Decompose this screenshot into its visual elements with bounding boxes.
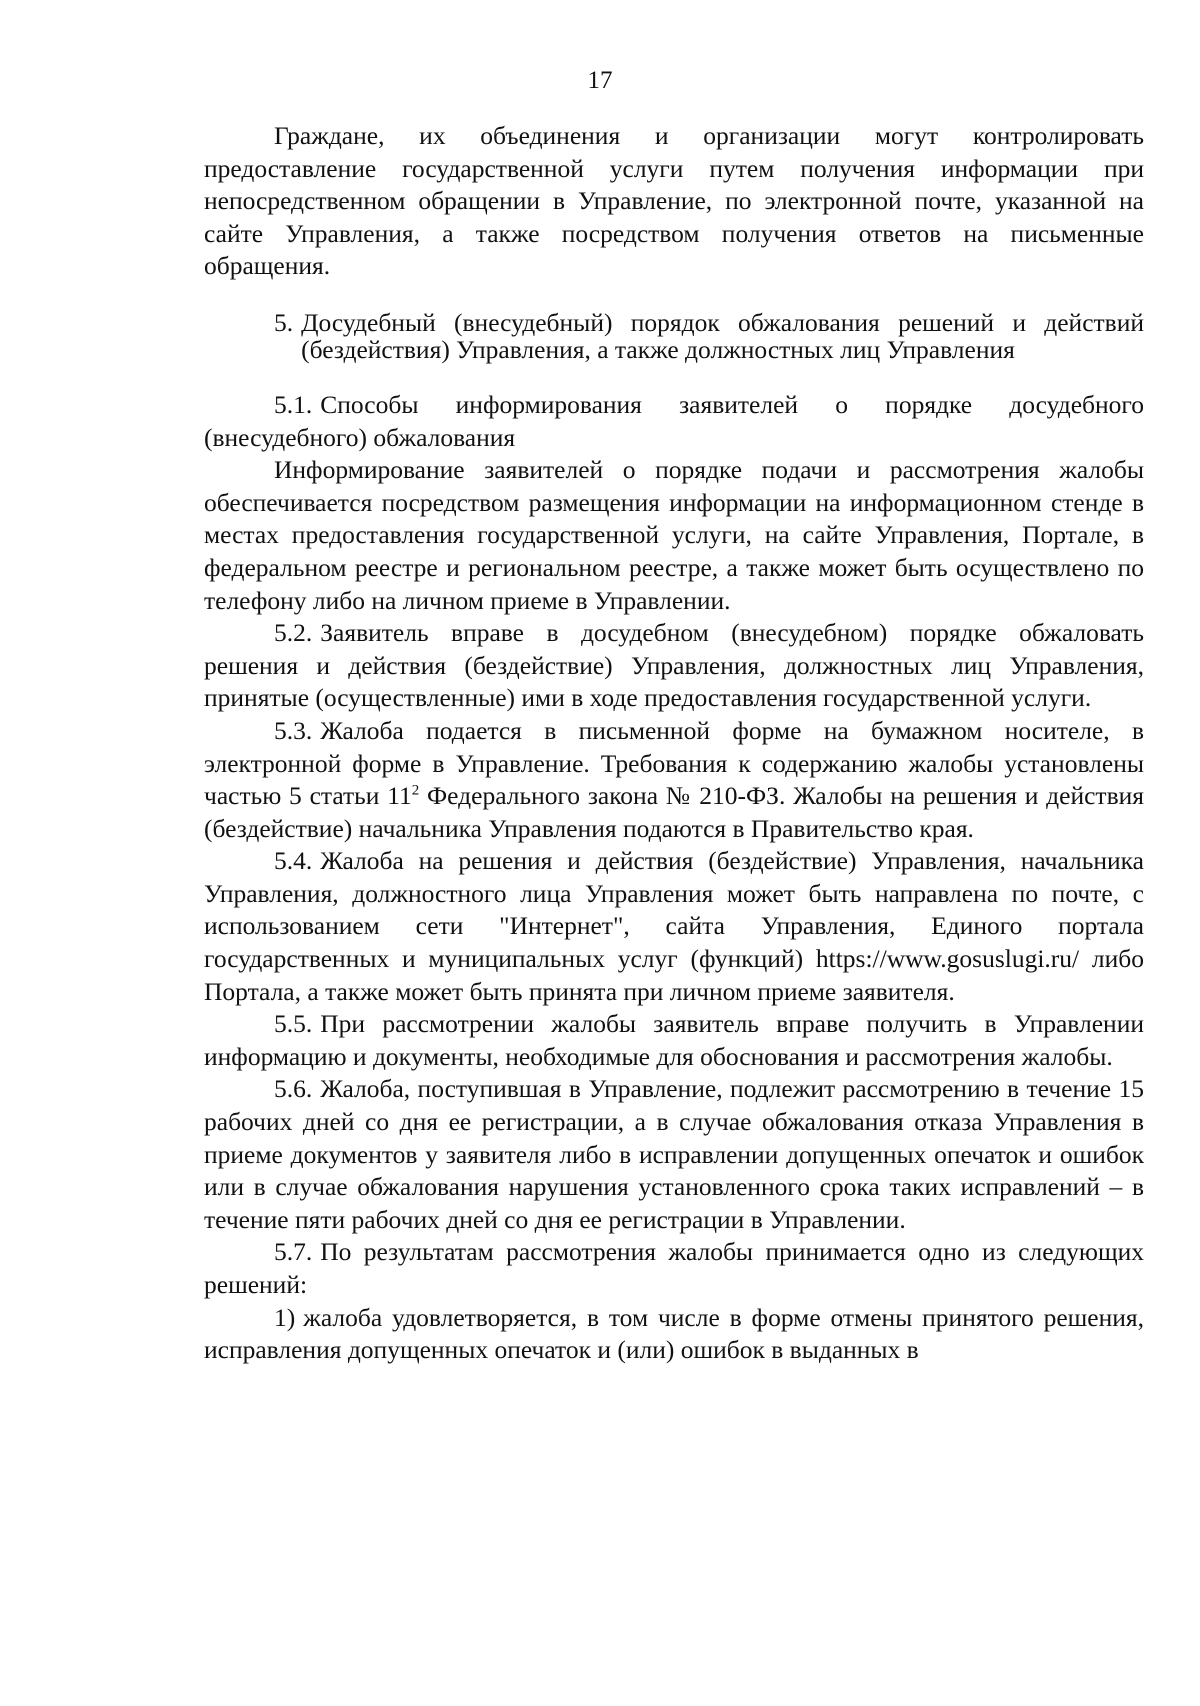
paragraph-5-5 — [204, 1008, 1144, 1073]
paragraph-5-3 — [204, 715, 1144, 845]
paragraph-citizens-control: Граждане, их объединения и организации могут контролировать предоставление государственной услуги путем получения информации при непосредственном обращении в Управление, по электронной почте, указанной на сайте Управления, а также посредством получения ответов на письменные обращения. — [204, 121, 1144, 281]
paragraph-5-5-text: При рассмотрении жалобы заявитель вправе получить в Управлении информацию и документы, необходимые для обоснования и рассмотрения жалобы. — [204, 1009, 1144, 1071]
paragraph-5-3-text-b: Федерального закона № 210-ФЗ. Жалобы на решения и действия (бездействие) начальника Управления подаются в Правительство края. — [204, 781, 1144, 843]
section-5-title: Досудебный (внесудебный) порядок обжалования решений и действий (бездействия) Управления, а также должностных лиц Управления — [301, 307, 1144, 364]
list-item-1-text: жалоба удовлетворяется, в том числе в форме отмены принятого решения, исправления допущенных опечаток и (или) ошибок в выданных в — [204, 1302, 1144, 1365]
paragraph-5-7-number: 5.7. — [274, 1237, 313, 1267]
section-5-heading — [204, 309, 1144, 363]
paragraph-5-4-text: Жалоба на решения и действия (бездействие) Управления, начальника Управления, должностного лица Управления может быть направлена по почте, с использованием сети "Интернет", сайта Управления, Единого портала государственных и муниципальных услуг (функций) https://www.gosuslugi.ru/ либо Портала, а также может быть принята при личном приеме заявителя. — [204, 846, 1144, 1006]
paragraph-5-1-number: 5.1. — [274, 389, 313, 419]
paragraph-5-3-superscript: 2 — [411, 782, 420, 799]
paragraph-5-3-text-a: Жалоба подается в письменной форме на бумажном носителе, в электронной форме в Управление. Требования к содержанию жалобы установлены частью 5 статьи 11 — [204, 715, 1144, 811]
paragraph-5-3-number: 5.3. — [274, 715, 313, 745]
section-5-number: 5. — [274, 307, 294, 337]
paragraph-5-6 — [204, 1073, 1144, 1236]
paragraph-5-5-number: 5.5. — [274, 1009, 313, 1039]
list-item-1-number: 1) — [274, 1302, 296, 1332]
page-number: 17 — [587, 67, 613, 94]
paragraph-5-1 — [204, 389, 1144, 454]
document-body — [204, 120, 1144, 1367]
paragraph-5-2-number: 5.2. — [274, 618, 313, 648]
paragraph-5-6-text: Жалоба, поступившая в Управление, подлежит рассмотрению в течение 15 рабочих дней со дня ее регистрации, а в случае обжалования отказа Управления в приеме документов у заявителя либо в исправлении допущенных опечаток и ошибок или в случае обжалования нарушения установленного срока таких исправлений – в течение пяти рабочих дней со дня ее регистрации в Управлении. — [204, 1074, 1144, 1234]
paragraph-5-6-number: 5.6. — [274, 1074, 313, 1104]
paragraph-5-2 — [204, 617, 1144, 715]
paragraph-informing: Информирование заявителей о порядке подачи и рассмотрения жалобы обеспечивается посредством размещения информации на информационном стенде в местах предоставления государственной услуги, на сайте Управления, Портале, в федеральном реестре и региональном реестре, а также может быть осуществлено по телефону либо на личном приеме в Управлении. — [204, 455, 1144, 615]
paragraph-5-2-text: Заявитель вправе в досудебном (внесудебном) порядке обжаловать решения и действия (бездействие) Управления, должностных лиц Управления, принятые (осуществленные) ими в ходе предоставления государственной услуги. — [204, 618, 1144, 713]
paragraph-5-4-number: 5.4. — [274, 846, 313, 876]
paragraph-5-7-text: По результатам рассмотрения жалобы принимается одно из следующих решений: — [204, 1237, 1144, 1299]
paragraph-5-1-text: Способы информирования заявителей о порядке досудебного (внесудебного) обжалования — [204, 389, 1144, 452]
paragraph-5-7 — [204, 1236, 1144, 1301]
list-item-1 — [204, 1302, 1144, 1367]
paragraph-5-4 — [204, 845, 1144, 1008]
